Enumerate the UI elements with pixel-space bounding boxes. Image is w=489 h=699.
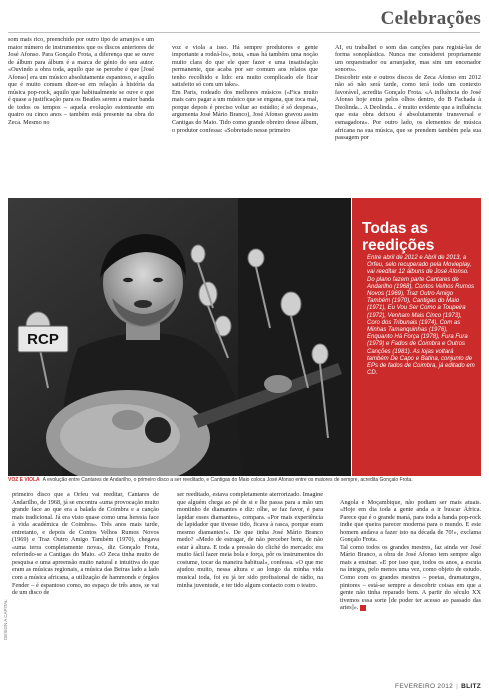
caption-text: A evolução entre Cantares de Andarilho, o primeiro disco a ser reeditado, e Cantigas do Maio coloca José Afonso entre os maiores de sempre, acredita Gonçalo Frota.	[42, 477, 413, 483]
article-column-3-top	[335, 36, 481, 196]
article-column-1-top	[8, 36, 154, 196]
header-rule	[8, 32, 480, 33]
sidebar-body: Entre abril de 2012 e Abril de 2013, a Orfeu, selo recuperado pela Movieplay, vai reeditar 12 álbuns de José Afonso. Do plano fazem parte Cantares de Andarilho (1968), Contos Velhos Rumos Novos (1969), Traz Outro Amigo Também (1970), Cantigas do Maio (1971), Eu Vou Ser Como a Toupeira (1972), Venham Mais Cinco (1973), Coro dos Tribunais (1974), Com as Minhas Tamanquinhas (1976), Enquanto Há Força (1978), Fura Fura (1979) e Fados de Coimbra e Outros Canções (1981). As lojas voltará também De Capo e Batina, conjunto de EPs de fados de Coimbra, já editado em CD.	[367, 255, 475, 377]
paragraph-text: Angola e Moçambique, não podiam ser mais atuais. «Hoje em dia toda a gente anda a ir buscar África. Parece que é o grande maná, para toda a banda pop-rock indie que queira parecer moderna para o mundo. E este homem andava a fazer isto na década de 70!», exclama Gonçalo Frota. Tal como todos os grandes mestres, faz ainda ver José Mário Branco, a obra de José Afonso tem sempre algo mais a ensinar. «E por isso que, todos os anos, a escuta na íntegra, pelo menos uma vez, como objeto de estudo. Como com os grandes mestres – poetas, dramaturgos, pintores – está-se sempre a descobrir coisas em que a gente não tinha reparado bem. A partir do século XX tivemos essa sorte [de poder ter acesso ao passado das artes]».	[340, 498, 481, 612]
article-photo	[8, 198, 351, 476]
footer-magazine: BLITZ	[461, 683, 481, 690]
photo-illustration	[8, 198, 351, 476]
sidebar-title-line1: Todas as	[362, 220, 429, 237]
footer-date: FEVEREIRO 2012	[395, 683, 454, 690]
paragraph: ser reeditado, estava completamente aterrorizado. Imagine que alguém chega ao pé de si e lhe passa para a mão um montinho de diamantes e diz: olhe, se faz favor, é para lapidar esses diamantes», compara. «Por mais experiência de lapidador que tivesse tido, ficava à rasca, porque eram mesmo diamantes!». De que tinha José Mário Branco medo? «Medo de estragar, de não perceber bem, de não estar à altura. E toda a pressão do cliché do mercado: era muito fácil fazer meia bola e força, pôr os instrumentos do costume, tocar da maneira habitual», confessa. «O que me ajudou muito, nessa altura e ao longo da minha vida musical toda, foi eu já ter sido profissional de rádio, na minha juventude, e ter tido algum contacto com o teatro.	[177, 491, 323, 589]
article-column-2-top	[172, 36, 318, 196]
paragraph	[340, 499, 481, 612]
paragraph: primeiro disco que a Orfeu vai reeditar, Cantares de Andarilho, de 1968, já se encontra «uma provocação muito grande face ao que era a balada de Coimbra e a canção mais tradicional. Já era visto quase como uma heresia face à vida académica de Coimbra». Três anos mais tarde, entretanto, e depois de Contos Velhos Rumos Novos (1969) e Traz Outro Amigo Também (1970), chegava «uma terra completamente nova», diz Gonçalo Frota, referindo-se a Cantigas do Maio. «O Zeca tinha muito de pesquisa e uma apreensão muito natural e intuitiva do que eram as músicas regionais, a música das Beiras lado a lado com a música africana, a utilização de hammonds e órgãos Fender – é espantoso como, no espaço de três anos, se vai de um disco de	[12, 491, 159, 597]
caption-lead: VOZ E VIOLA	[8, 477, 40, 483]
end-mark-icon	[360, 605, 366, 611]
section-title: Celebrações	[380, 8, 481, 29]
article-column-3-bottom	[340, 491, 481, 679]
article-column-1-bottom	[12, 491, 159, 679]
rcp-label: RCP	[27, 331, 59, 348]
sidebar-title	[362, 220, 434, 254]
photo-caption	[8, 476, 481, 485]
photo-credit: DESIGN A CAPITAL	[3, 599, 8, 640]
sidebar-title-line2: reedições	[362, 237, 435, 254]
paragraph: AI, eu trabalhei o som das canções para registá-las de forma sonoplástica. Nunca me considerei propriamente um orquestrador ou arranjador, mas sim um encenador sonoro». Descobrir este e outros discos de Zeca Afonso em 2012 não só não será tarde, como terá todo um contexto favorável, acredita Gonçalo Frota. «A influência do José Afonso hoje entra pelos olhos dentro, do B Fachada à Deolinda... A Deolinda... é muito evidente que a influência que esta obra deixou é absolutamente transversal e esmagadora». Por outro lado, os elementos de música africana na sua música, que se prendem também pela sua passagem por	[335, 43, 481, 142]
sidebar-box	[352, 198, 481, 476]
paragraph: som mais rico, preenchido por outro tipo de arranjos e um maior número de instrumentos que os discos anteriores de José Afonso. Para Gonçalo Frota, a diferença que se ouve de álbum para álbum é a marca de génio do seu autor. «Ouvindo a obra toda, aquilo que se percebe é que [José Afonso] era um músico absolutamente espantoso, e aquilo que é muito comum dizer-se em relação à história da música pop-rock, aquilo que habitualmente se ouve e que é quase a justificação para os Beatles serem a maior banda de todos os tempos – aquela evolução estonteante em quatro ou cinco anos – também está presente na obra do Zeca. Mesmo no	[8, 36, 154, 127]
article-column-2-bottom	[177, 491, 323, 679]
page-footer	[395, 683, 481, 690]
footer-separator: |	[456, 683, 459, 690]
paragraph: voz e viola a isso. Há sempre produtores e gente importante a rodeá-lo», nota, «mas há também uma noção muito clara do que ele quer fazer e uma insatisfação permanente, que acaba por ser comum aos relatos que tenho recolhido e lido: era muito complicado ele ficar satisfeito só com um take». Em Paris, rodeado dos melhores músicos («Fica muito mais caro pagar a um músico que se engana, que toca mal, porque depois é preciso voltar ao estúdio; é só despesa», argumenta José Mário Branco), José Afonso gravou assim Cantigas do Maio. Tido como grande obreiro desse álbum, o produtor confessa: «Sobretudo nesse primeiro	[172, 43, 318, 134]
